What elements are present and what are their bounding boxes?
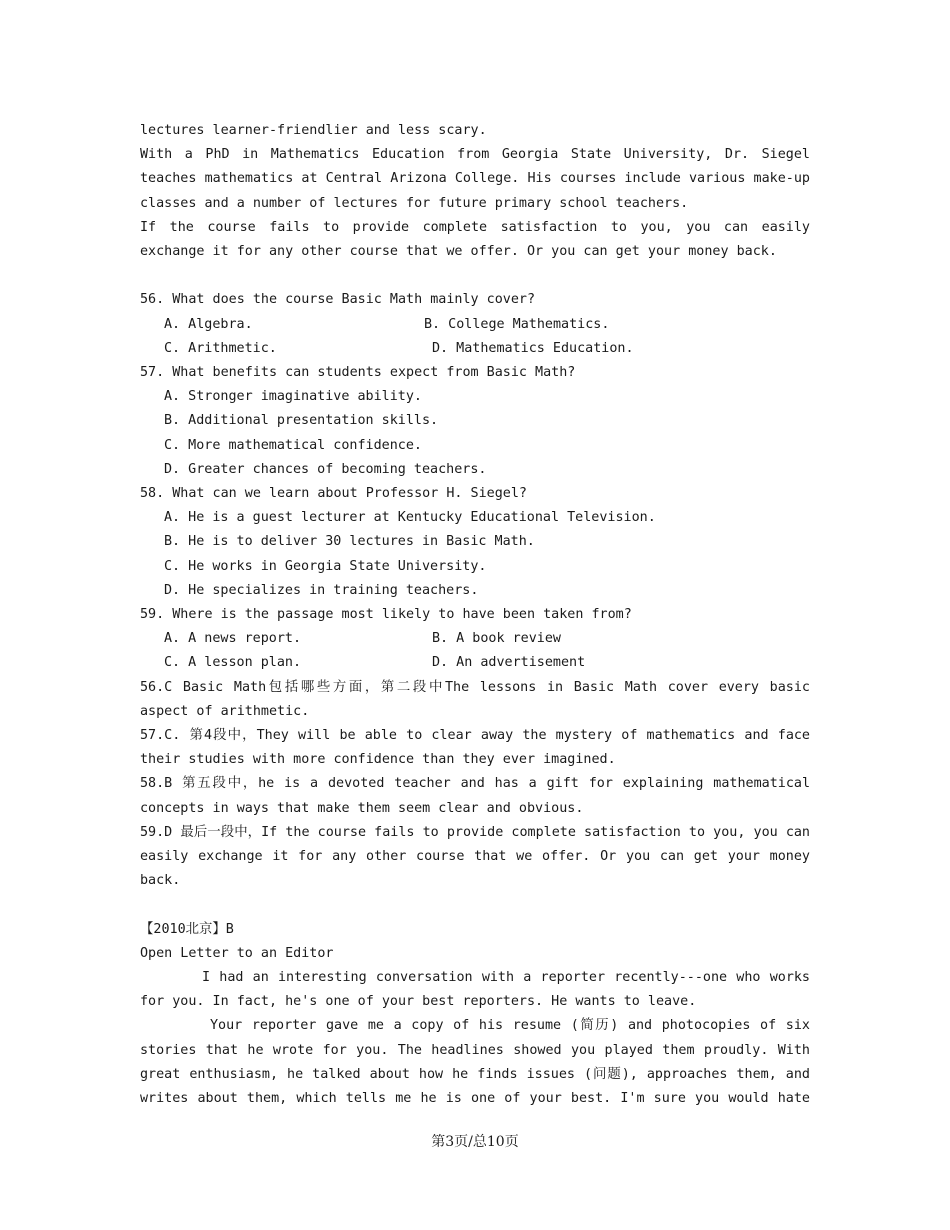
next-section	[140, 918, 810, 1112]
option-d: D. Greater chances of becoming teachers.	[164, 461, 487, 477]
question-58	[140, 482, 810, 603]
answer-key	[140, 676, 810, 894]
option-row	[140, 337, 810, 361]
option-row	[140, 627, 810, 651]
passage-paragraph: If the course fails to provide complete satisfaction to you, you can easily exchange it for any other course that we offer. Or you can get your money back.	[140, 219, 810, 260]
question-57	[140, 361, 810, 482]
section-title: Open Letter to an Editor	[140, 945, 334, 961]
answer-56: 56.C Basic Math包括哪些方面，第二段中The lessons in Basic Math cover every basic aspect of arithmetic.	[140, 679, 810, 719]
option-c: C. A lesson plan.	[164, 655, 302, 671]
passage-paragraph: With a PhD in Mathematics Education from Georgia State University, Dr. Siegel teaches mathematics at Central Arizona College. His courses include various make-up classes and a number of lectures for future primary school teachers.	[140, 147, 810, 211]
option-b: B. A book review	[432, 631, 561, 647]
question-56	[140, 288, 810, 361]
passage-line: lectures learner-friendlier and less scary.	[140, 123, 487, 138]
section-heading: 【2010北京】B	[140, 921, 234, 937]
passage-end	[140, 119, 810, 264]
option-c: C. He works in Georgia State University.	[164, 558, 487, 574]
answer-58: 58.B 第五段中，he is a devoted teacher and has a gift for explaining mathematical concepts in ways that make them seem clear and obvious.	[140, 776, 810, 816]
spacer	[140, 264, 810, 288]
answer-57: 57.C. 第4段中，They will be able to clear away the mystery of mathematics and face their studies with more confidence than they ever imagined.	[140, 728, 810, 768]
question-stem: 58. What can we learn about Professor H. Siegel?	[140, 486, 527, 502]
option-d: D. Mathematics Education.	[432, 340, 634, 356]
option-row	[140, 651, 810, 675]
option-c: C. More mathematical confidence.	[164, 437, 422, 453]
question-stem: 57. What benefits can students expect from Basic Math?	[140, 365, 576, 381]
spacer	[140, 893, 810, 917]
option-c: C. Arithmetic.	[164, 340, 277, 356]
page-number: 第3页/总10页	[431, 1134, 519, 1150]
question-stem: 56. What does the course Basic Math mainly cover?	[140, 292, 536, 308]
document-page	[140, 119, 810, 1111]
question-59	[140, 603, 810, 676]
option-a: A. Algebra.	[164, 316, 253, 332]
letter-paragraph: I had an interesting conversation with a reporter recently---one who works for you. In fact, he's one of your best reporters. He wants to leave.	[140, 970, 810, 1010]
option-b: B. Additional presentation skills.	[164, 413, 439, 429]
answer-59: 59.D 最后一段中，If the course fails to provide complete satisfaction to you, you can easily exchange it for any other course that we offer. Or you can get your money back.	[140, 824, 810, 889]
option-a: A. He is a guest lecturer at Kentucky Educational Television.	[164, 510, 656, 526]
option-d: D. He specializes in training teachers.	[164, 582, 479, 598]
option-row	[140, 313, 810, 337]
option-d: D. An advertisement	[432, 655, 586, 671]
letter-paragraph: Your reporter gave me a copy of his resume (简历) and photocopies of six stories that he wrote for you. The headlines showed you played them proudly. With great enthusiasm, he talked about how he finds issues (问题), approaches them, and writes about them, which tells me he is one of your best. I'm sure you would hate	[140, 1018, 810, 1107]
option-b: B. He is to deliver 30 lectures in Basic Math.	[164, 534, 535, 550]
question-stem: 59. Where is the passage most likely to have been taken from?	[140, 607, 632, 623]
option-a: A. Stronger imaginative ability.	[164, 389, 422, 405]
option-a: A. A news report.	[164, 631, 302, 647]
option-b: B. College Mathematics.	[424, 316, 610, 332]
